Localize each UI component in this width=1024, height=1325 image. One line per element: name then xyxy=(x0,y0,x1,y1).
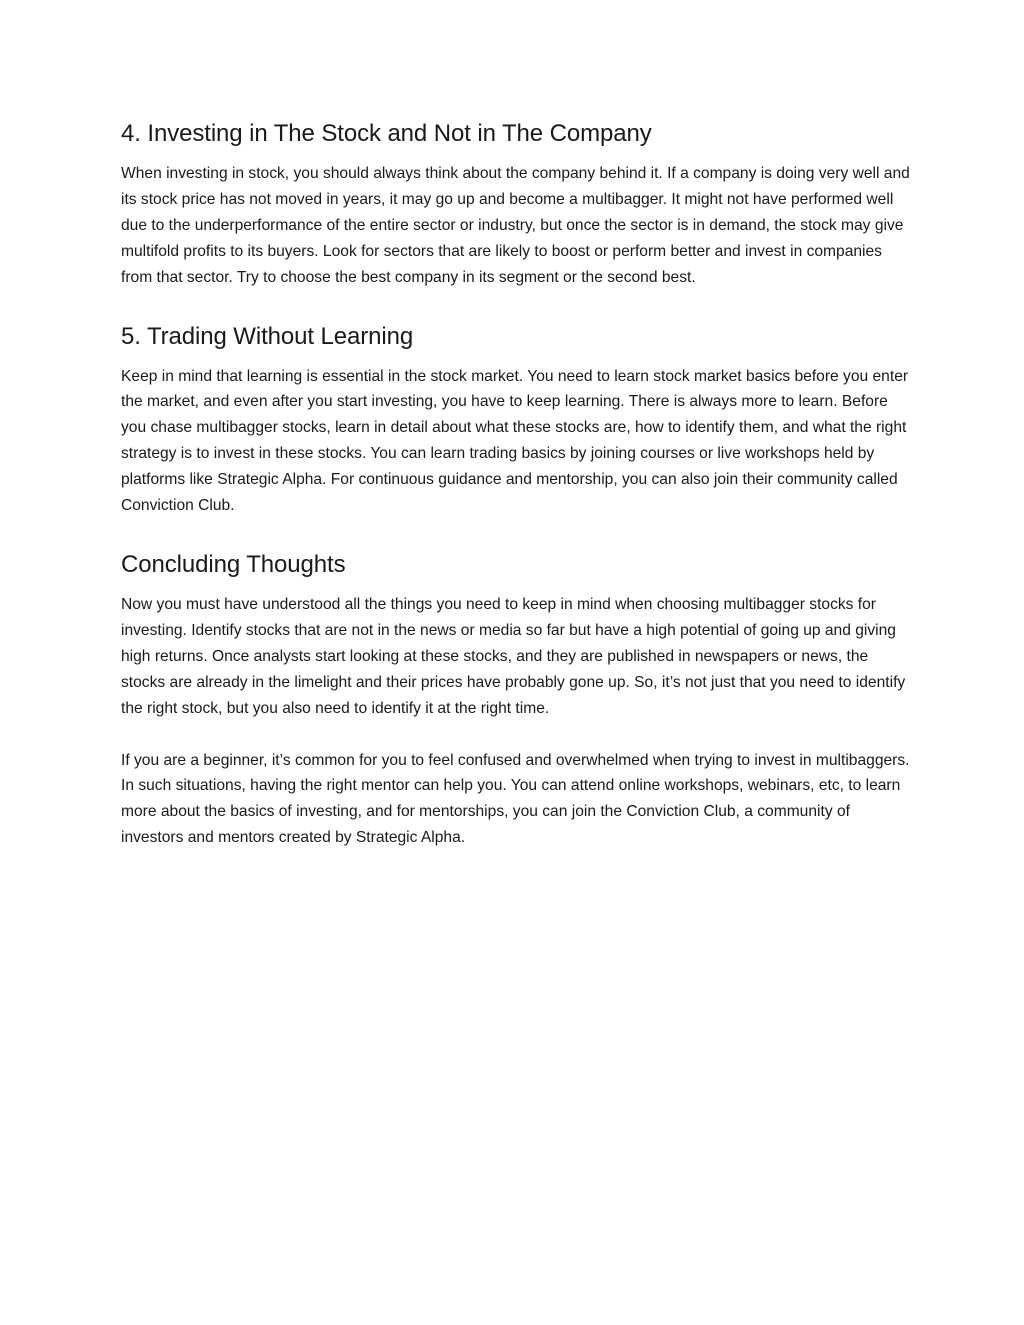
section-concluding-thoughts xyxy=(121,549,911,851)
section-heading: 5. Trading Without Learning xyxy=(121,322,414,350)
section-paragraph: Now you must have understood all the things you need to keep in mind when choosing multibagger stocks for investing. Identify stocks that are not in the news or media so far but have a high potential of going up and giving high returns. Once analysts start looking at these stocks, and they are published in newspapers or news, the stocks are already in the limelight and their prices have probably gone up. So, it’s not just that you need to identify the right stock, but you also need to identify it at the right time. xyxy=(121,595,906,717)
section-heading: Concluding Thoughts xyxy=(121,550,346,578)
section-trading-without-learning xyxy=(121,321,911,519)
document-page xyxy=(121,118,911,851)
section-paragraph: If you are a beginner, it’s common for you to feel confused and overwhelmed when trying to invest in multibaggers. In such situations, having the right mentor can help you. You can attend online workshops, webinars, etc, to learn more about the basics of investing, and for mentorships, you can join the Conviction Club, a community of investors and mentors created by Strategic Alpha. xyxy=(121,751,910,847)
section-investing-in-stock xyxy=(121,118,911,291)
section-paragraph: When investing in stock, you should always think about the company behind it. If a company is doing very well and its stock price has not moved in years, it may go up and become a multibagger. It might not have performed well due to the underperformance of the entire sector or industry, but once the sector is in demand, the stock may give multifold profits to its buyers. Look for sectors that are likely to boost or perform better and invest in companies from that sector. Try to choose the best company in its segment or the second best. xyxy=(121,165,910,286)
section-heading: 4. Investing in The Stock and Not in The Company xyxy=(121,120,652,147)
section-paragraph: Keep in mind that learning is essential in the stock market. You need to learn stock market basics before you enter the market, and even after you start investing, you have to keep learning. There is always more to learn. Before you chase multibagger stocks, learn in detail about what these stocks are, how to identify them, and what the right strategy is to invest in these stocks. You can learn trading basics by joining courses or live workshops held by platforms like Strategic Alpha. For continuous guidance and mentorship, you can also join their community called Conviction Club. xyxy=(121,367,909,515)
